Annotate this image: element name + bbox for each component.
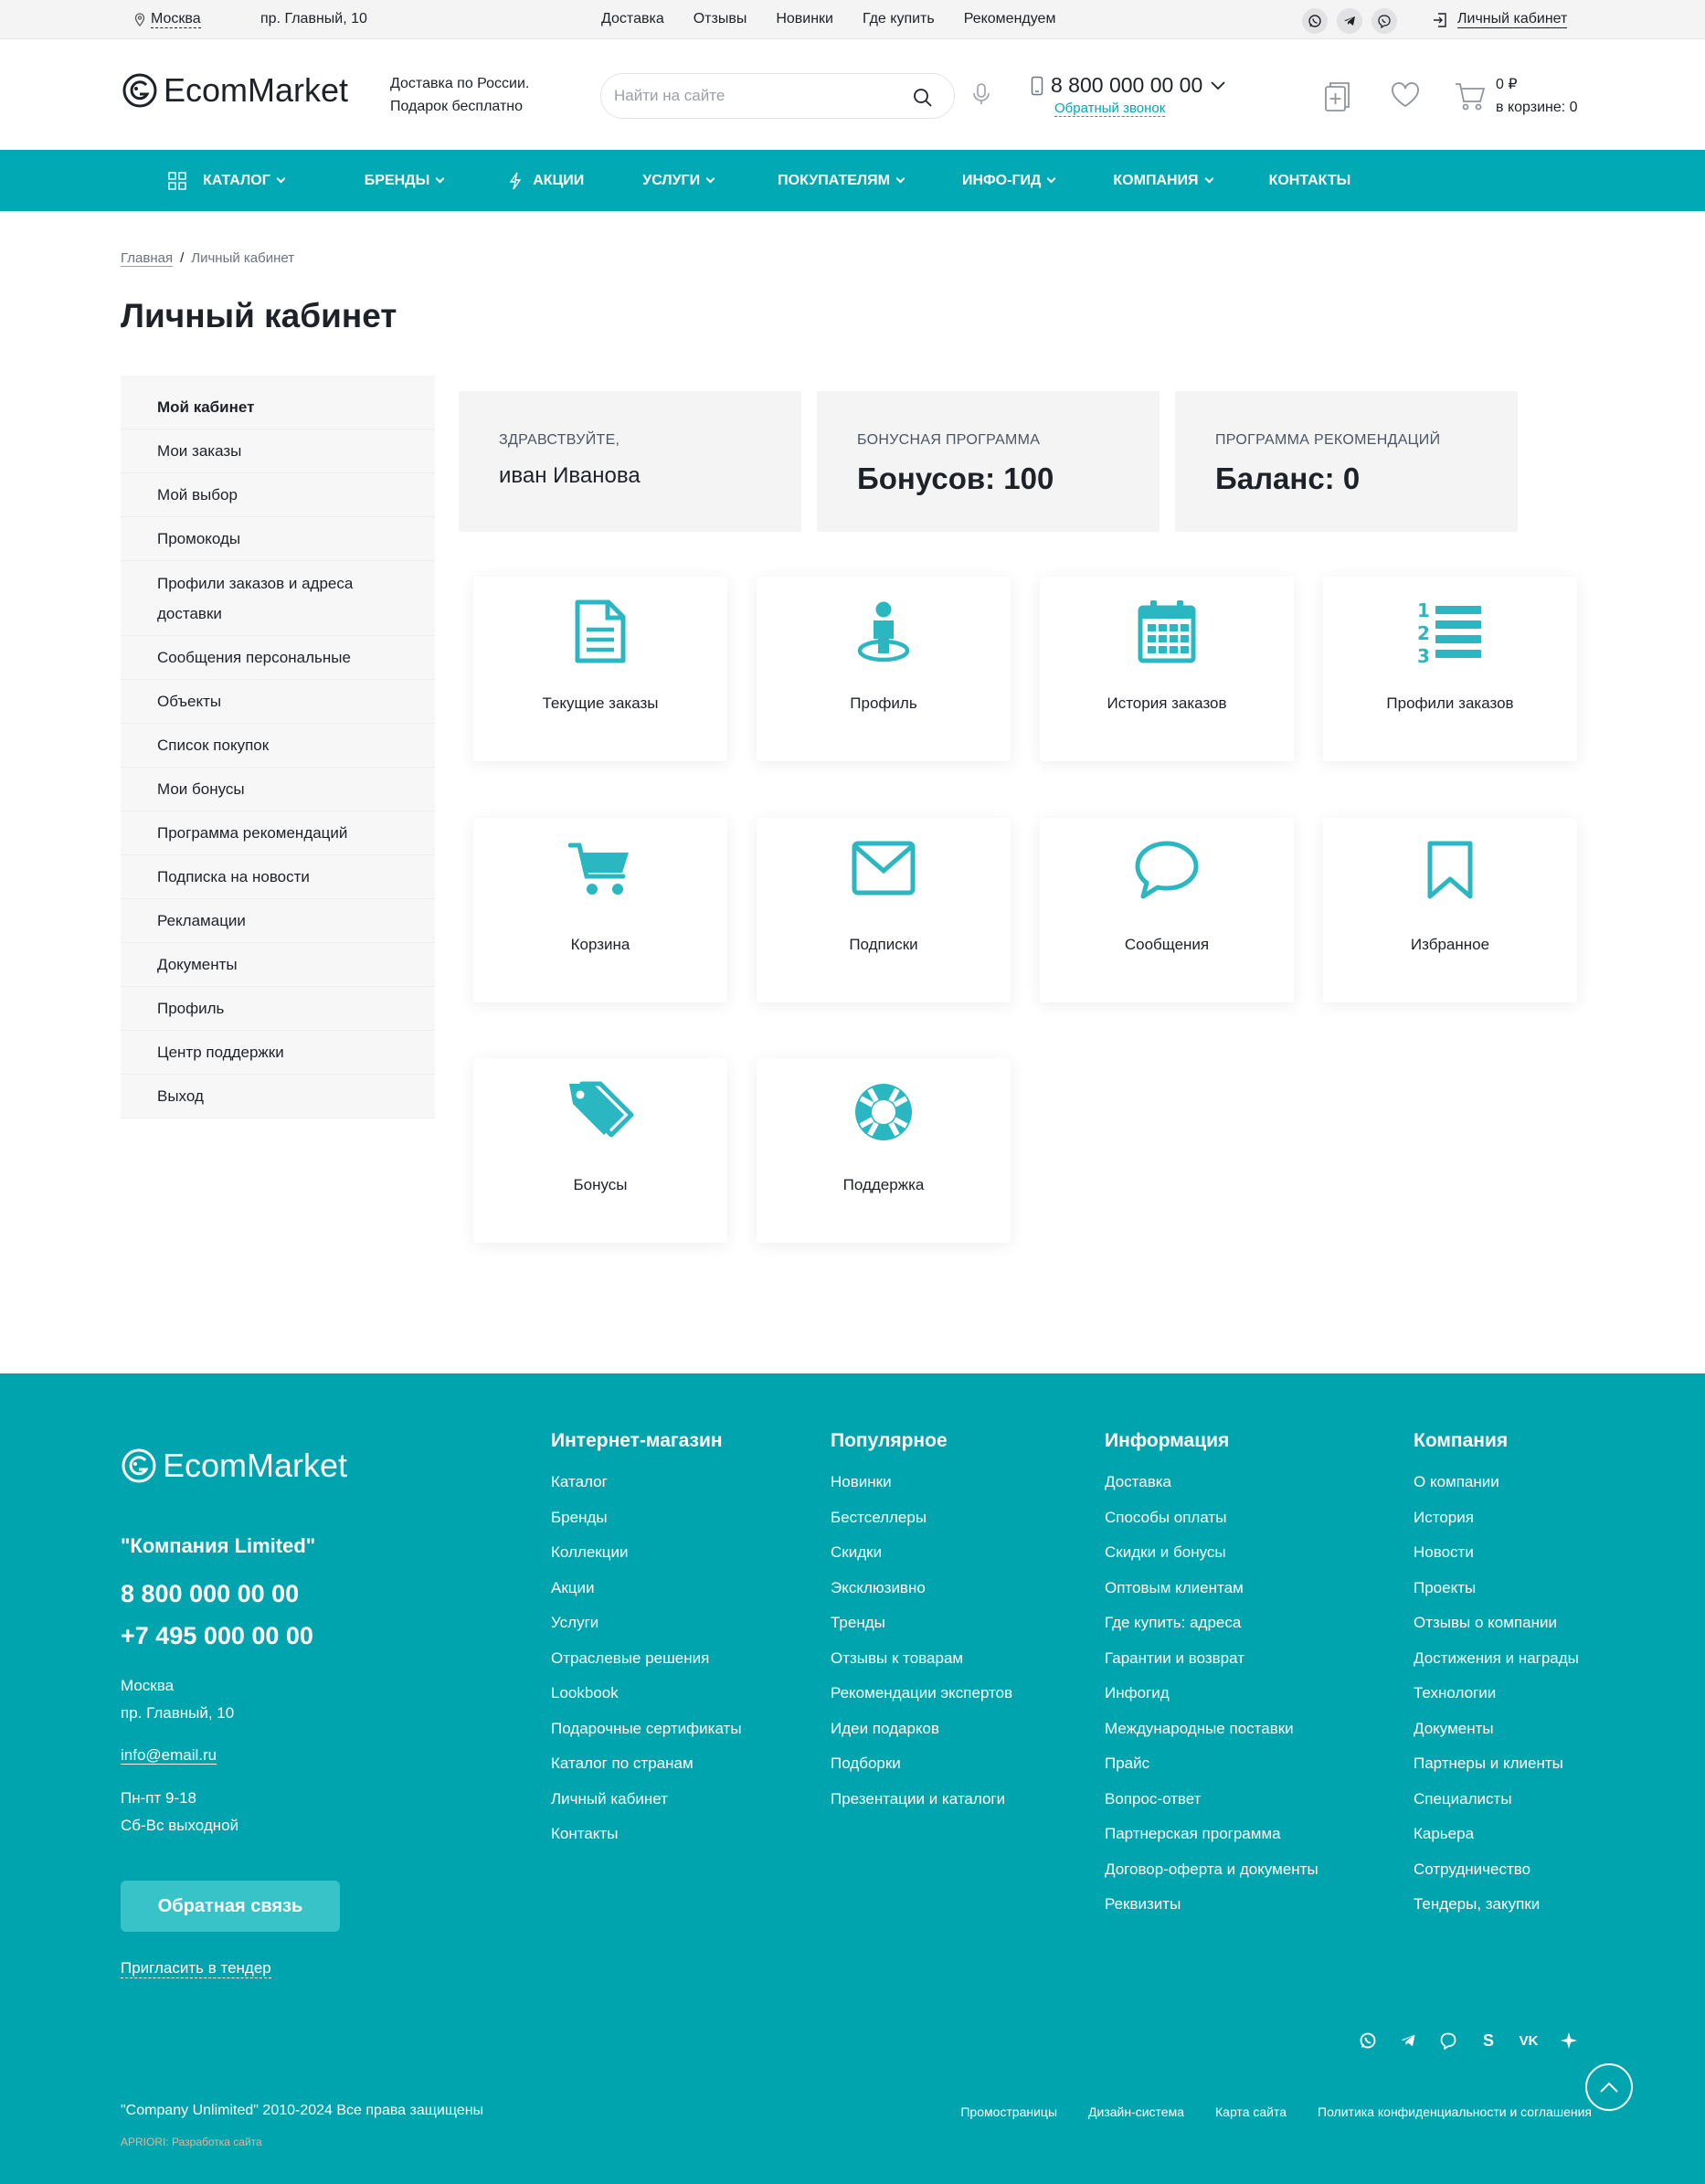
city-selector[interactable] <box>134 11 201 28</box>
tile-bonuses-label: Бонусы <box>573 1176 628 1193</box>
callback-link[interactable]: Обратный звонок <box>1054 101 1166 116</box>
logo-mark-icon <box>122 72 158 109</box>
lightning-icon <box>509 172 522 190</box>
chevron-down-icon <box>706 175 715 184</box>
logo[interactable] <box>122 71 348 110</box>
footer-email-block <box>121 1742 217 1769</box>
bonus-value: Бонусов: 100 <box>857 461 1054 495</box>
tile-subscriptions-label: Подписки <box>849 936 918 953</box>
footer-link[interactable]: Коллекции <box>551 1543 629 1561</box>
referral-balance: Баланс: 0 <box>1215 461 1361 495</box>
sidebar-item-order-profiles[interactable]: Профили заказов и адреса доставки <box>121 561 435 636</box>
cart-icon[interactable] <box>1454 81 1487 117</box>
delivery-line-2: Подарок бесплатно <box>390 99 524 114</box>
sidebar-item-shopping-list[interactable]: Список покупок <box>121 724 435 768</box>
tile-order-profiles[interactable] <box>1323 577 1577 761</box>
nav-catalog-label: КАТАЛОГ <box>203 172 270 188</box>
footer-hours <box>121 1785 238 1839</box>
greeting-card <box>459 391 801 532</box>
account-link[interactable] <box>1432 11 1567 28</box>
logo-mark-icon <box>121 1447 157 1484</box>
sidebar-item-promocodes[interactable]: Промокоды <box>121 517 435 561</box>
scroll-to-top-button[interactable] <box>1585 2063 1633 2111</box>
nav-contacts-label: КОНТАКТЫ <box>1268 172 1351 188</box>
footer-link[interactable]: Идеи подарков <box>831 1719 940 1737</box>
footer-col-title: Интернет-магазин <box>551 1430 723 1451</box>
footer-bottom-link-privacy[interactable]: Политика конфиденциальности и соглашения <box>1318 2104 1592 2119</box>
tile-current-orders[interactable] <box>473 577 727 761</box>
footer-link[interactable]: Скидки <box>831 1543 883 1561</box>
sidebar-item-objects[interactable]: Объекты <box>121 680 435 724</box>
footer-hours-weekend: Сб-Вс выходной <box>121 1817 239 1834</box>
greeting-label: ЗДРАВСТВУЙТЕ, <box>499 432 620 448</box>
copyright: "Company Unlimited" 2010-2024 Все права защищены <box>121 2103 484 2118</box>
sidebar-item-documents[interactable]: Документы <box>121 943 435 987</box>
top-nav-reviews[interactable]: Отзывы <box>693 11 747 27</box>
svg-text:2: 2 <box>1417 622 1430 644</box>
top-nav-where-to-buy[interactable]: Где купить <box>863 11 935 27</box>
footer-link[interactable]: Новинки <box>831 1473 892 1490</box>
footer-bottom-links <box>960 2104 1592 2119</box>
logo-text: EcomMarket <box>164 71 349 109</box>
footer-link[interactable]: Отраслевые решения <box>551 1649 710 1667</box>
tile-order-profiles-label: Профили заказов <box>1386 694 1514 712</box>
footer-address <box>121 1672 234 1727</box>
chevron-down-icon <box>276 175 285 184</box>
footer-link[interactable]: Эксклюзивно <box>831 1578 926 1596</box>
footer-company-name: "Компания Limited" <box>121 1534 316 1557</box>
lifebuoy-icon <box>852 1080 916 1144</box>
search-icon[interactable] <box>912 87 934 113</box>
footer-link[interactable]: Международные поставки <box>1105 1719 1294 1737</box>
chevron-down-icon <box>1210 80 1226 91</box>
footer-col-info <box>1105 1430 1318 1923</box>
footer-col-title: Популярное <box>831 1430 948 1451</box>
nav-info-guide-label: ИНФО-ГИД <box>961 172 1042 188</box>
footer-link[interactable]: Гарантии и возврат <box>1105 1649 1244 1667</box>
footer-col-company <box>1414 1430 1579 1923</box>
footer-link[interactable]: Реквизиты <box>1105 1895 1181 1913</box>
footer-link[interactable]: Личный кабинет <box>551 1789 668 1808</box>
tile-profile-label: Профиль <box>850 694 917 712</box>
breadcrumb-separator: / <box>180 250 185 266</box>
nav-brands-label: БРЕНДЫ <box>364 172 430 188</box>
footer-city: Москва <box>121 1677 175 1694</box>
mobile-phone-icon <box>1031 76 1043 96</box>
favorites-heart-icon[interactable] <box>1390 81 1421 113</box>
bookmark-icon <box>1425 840 1475 900</box>
phone-dropdown[interactable] <box>1031 73 1226 98</box>
footer-link[interactable]: Скидки и бонусы <box>1105 1543 1226 1561</box>
footer-col-shop <box>551 1430 742 1852</box>
chevron-down-icon <box>1047 175 1056 184</box>
footer-street: пр. Главный, 10 <box>121 1704 235 1722</box>
person-pin-icon <box>855 599 912 664</box>
footer-link[interactable]: Акции <box>551 1578 595 1596</box>
footer-email[interactable]: info@email.ru <box>121 1746 217 1764</box>
delivery-note <box>390 72 529 118</box>
sidebar-item-bonuses[interactable]: Мои бонусы <box>121 768 435 811</box>
numbered-list-icon <box>1417 599 1483 664</box>
top-address: пр. Главный, 10 <box>260 11 367 27</box>
footer-link[interactable]: Технологии <box>1414 1684 1497 1702</box>
tile-order-history-label: История заказов <box>1107 694 1227 712</box>
footer-link[interactable]: Услуги <box>551 1614 599 1631</box>
top-nav-delivery[interactable]: Доставка <box>601 11 664 27</box>
chevron-up-icon <box>1599 2081 1619 2094</box>
tile-subscriptions[interactable] <box>757 818 1011 1002</box>
footer-bottom-link-sitemap[interactable]: Карта сайта <box>1215 2104 1287 2119</box>
sidebar-item-profile[interactable]: Профиль <box>121 987 435 1031</box>
nav-info-guide[interactable] <box>962 173 1054 189</box>
envelope-icon <box>852 840 916 896</box>
tile-messages[interactable] <box>1040 818 1294 1002</box>
footer-hours-weekdays: Пн-пт 9-18 <box>121 1789 197 1807</box>
cart-count: в корзине: 0 <box>1496 100 1578 115</box>
compare-icon[interactable] <box>1323 81 1352 117</box>
chevron-down-icon <box>896 175 905 184</box>
sidebar-item-messages[interactable]: Сообщения персональные <box>121 636 435 680</box>
breadcrumb <box>121 250 294 267</box>
footer-link[interactable]: Отзывы о компании <box>1414 1614 1557 1631</box>
sidebar-item-orders[interactable]: Мои заказы <box>121 429 435 473</box>
account-link-label: Личный кабинет <box>1457 11 1568 27</box>
top-bar <box>0 0 1705 39</box>
whatsapp-icon[interactable] <box>1355 2028 1381 2053</box>
chat-bubble-icon <box>1134 840 1200 900</box>
nav-services-label: УСЛУГИ <box>642 172 701 188</box>
viber-icon[interactable] <box>1435 2028 1461 2053</box>
header <box>0 39 1705 150</box>
footer-link[interactable]: Договор-оферта и документы <box>1105 1860 1318 1878</box>
nav-company[interactable] <box>1113 173 1212 189</box>
footer-link[interactable]: Партнеры и клиенты <box>1414 1755 1563 1772</box>
cart-summary[interactable] <box>1496 73 1578 119</box>
tile-order-history[interactable] <box>1040 577 1294 761</box>
grid-icon <box>168 172 186 190</box>
footer-link[interactable]: Каталог <box>551 1473 608 1490</box>
breadcrumb-current: Личный кабинет <box>191 250 295 266</box>
sidebar-item-claims[interactable]: Рекламации <box>121 899 435 943</box>
footer-logo-text: EcomMarket <box>163 1447 348 1484</box>
document-icon <box>572 599 629 664</box>
account-sidebar <box>121 376 435 1119</box>
sidebar-item-newsletter[interactable]: Подписка на новости <box>121 855 435 899</box>
footer-link[interactable]: История <box>1414 1508 1474 1526</box>
nav-contacts[interactable] <box>1269 173 1351 189</box>
tile-cart[interactable] <box>473 818 727 1002</box>
city-name: Москва <box>151 11 201 27</box>
footer-link[interactable]: Карьера <box>1414 1825 1475 1842</box>
svg-text:3: 3 <box>1417 645 1430 664</box>
tags-icon <box>566 1080 635 1142</box>
delivery-line-1: Доставка по России. <box>390 76 530 91</box>
breadcrumb-home[interactable]: Главная <box>121 250 174 266</box>
top-nav-new[interactable]: Новинки <box>776 11 833 27</box>
footer-bottom-link-design-system[interactable]: Дизайн-система <box>1088 2104 1185 2119</box>
nav-customers-label: ПОКУПАТЕЛЯМ <box>778 172 890 188</box>
tender-invite-link[interactable]: Пригласить в тендер <box>121 1959 271 1977</box>
footer-link[interactable]: Оптовым клиентам <box>1105 1578 1244 1596</box>
user-name: иван Иванова <box>499 463 641 488</box>
nav-catalog[interactable] <box>168 172 284 190</box>
developer-credit[interactable]: APRIORI: Разработка сайта <box>121 2136 262 2148</box>
footer-link[interactable]: Lookbook <box>551 1684 619 1702</box>
calendar-icon <box>1137 599 1197 664</box>
footer-link[interactable]: Достижения и награды <box>1414 1649 1579 1667</box>
tile-bonuses[interactable] <box>473 1058 727 1243</box>
footer-bottom-link-promo[interactable]: Промостраницы <box>960 2104 1058 2119</box>
tile-support-label: Поддержка <box>842 1176 925 1193</box>
sidebar-item-logout[interactable]: Выход <box>121 1075 435 1119</box>
footer-link[interactable]: Сотрудничество <box>1414 1860 1531 1878</box>
footer-link[interactable]: Бренды <box>551 1508 608 1526</box>
bonus-card[interactable] <box>817 391 1160 532</box>
footer-logo[interactable] <box>121 1447 347 1485</box>
top-nav <box>601 11 1055 27</box>
main-nav <box>0 150 1705 211</box>
tile-cart-label: Корзина <box>570 936 630 953</box>
referral-label: ПРОГРАММА РЕКОМЕНДАЦИЙ <box>1215 432 1441 448</box>
footer-phone-2[interactable]: +7 495 000 00 00 <box>121 1622 313 1649</box>
nav-promos[interactable] <box>509 172 584 190</box>
vk-icon[interactable]: VK <box>1519 2032 1539 2049</box>
nav-promos-label: АКЦИИ <box>533 172 585 188</box>
sidebar-item-my-choice[interactable]: Мой выбор <box>121 473 435 517</box>
tile-profile[interactable] <box>757 577 1011 761</box>
sidebar-item-my-cabinet[interactable]: Мой кабинет <box>121 376 435 429</box>
nav-customers[interactable] <box>778 173 904 189</box>
phone-number: 8 800 000 00 00 <box>1051 73 1203 97</box>
footer-link[interactable]: Документы <box>1414 1719 1494 1737</box>
tile-messages-label: Сообщения <box>1124 936 1210 953</box>
footer-link[interactable]: Партнерская программа <box>1105 1825 1281 1842</box>
footer-link[interactable]: Тендеры, закупки <box>1414 1895 1541 1913</box>
footer-link[interactable]: Доставка <box>1105 1473 1172 1490</box>
tile-current-orders-label: Текущие заказы <box>542 694 659 712</box>
footer-social <box>1355 2028 1582 2053</box>
footer-link[interactable]: Контакты <box>551 1825 619 1842</box>
page-title: Личный кабинет <box>121 297 397 334</box>
telegram-icon[interactable] <box>1337 8 1362 34</box>
footer-link[interactable]: Инфогид <box>1105 1684 1170 1702</box>
sidebar-item-referral[interactable]: Программа рекомендаций <box>121 811 435 855</box>
login-icon <box>1432 12 1448 28</box>
chevron-down-icon <box>1204 175 1213 184</box>
chevron-down-icon <box>436 175 445 184</box>
footer-link[interactable]: Специалисты <box>1414 1789 1512 1808</box>
sidebar-item-support[interactable]: Центр поддержки <box>121 1031 435 1075</box>
top-nav-recommend[interactable]: Рекомендуем <box>963 11 1056 27</box>
phone-block <box>1031 73 1226 117</box>
footer-col-popular <box>831 1430 1012 1817</box>
footer-link[interactable]: О компании <box>1414 1473 1499 1490</box>
viber-icon[interactable] <box>1371 8 1397 34</box>
nav-company-label: КОМПАНИЯ <box>1113 172 1199 188</box>
search-input[interactable] <box>614 85 888 107</box>
footer-phone-1[interactable]: 8 800 000 00 00 <box>121 1580 300 1607</box>
footer-link[interactable]: Рекомендации экспертов <box>831 1684 1013 1702</box>
footer-col-title: Информация <box>1105 1430 1230 1451</box>
feedback-button[interactable]: Обратная связь <box>121 1881 340 1932</box>
nav-brands[interactable] <box>365 173 443 189</box>
footer-col-title: Компания <box>1414 1430 1509 1451</box>
tile-favorites-label: Избранное <box>1410 936 1490 953</box>
footer-link[interactable]: Вопрос-ответ <box>1105 1789 1202 1808</box>
microphone-icon[interactable] <box>971 82 991 111</box>
cart-icon <box>568 840 632 898</box>
footer-link[interactable]: Каталог по странам <box>551 1755 694 1772</box>
footer-link[interactable]: Новости <box>1414 1543 1474 1561</box>
footer-link[interactable]: Проекты <box>1414 1578 1477 1596</box>
footer-link[interactable]: Способы оплаты <box>1105 1508 1227 1526</box>
nav-services[interactable] <box>642 173 714 189</box>
footer-link[interactable]: Подарочные сертификаты <box>551 1719 742 1737</box>
footer-link[interactable]: Отзывы к товарам <box>831 1649 964 1667</box>
whatsapp-icon[interactable] <box>1302 8 1328 34</box>
footer-link[interactable]: Подборки <box>831 1755 901 1772</box>
telegram-icon[interactable] <box>1395 2028 1421 2053</box>
footer-link[interactable]: Бестселлеры <box>831 1508 927 1526</box>
bonus-label: БОНУСНАЯ ПРОГРАММА <box>857 432 1041 448</box>
referral-card[interactable] <box>1175 391 1518 532</box>
top-social <box>1302 8 1397 34</box>
tile-support[interactable] <box>757 1058 1011 1243</box>
footer <box>0 1373 1705 2184</box>
footer-link[interactable]: Презентации и каталоги <box>831 1789 1006 1808</box>
footer-link[interactable]: Тренды <box>831 1614 885 1631</box>
footer-link[interactable]: Где купить: адреса <box>1105 1614 1242 1631</box>
svg-text:1: 1 <box>1417 599 1430 621</box>
footer-link[interactable]: Прайс <box>1105 1755 1150 1772</box>
sparkle-icon[interactable] <box>1556 2028 1582 2053</box>
cart-sum: 0 ₽ <box>1496 77 1518 92</box>
search-box <box>600 73 955 119</box>
location-pin-icon <box>134 13 145 27</box>
tile-favorites[interactable] <box>1323 818 1577 1002</box>
skype-icon[interactable]: S <box>1482 2030 1494 2050</box>
